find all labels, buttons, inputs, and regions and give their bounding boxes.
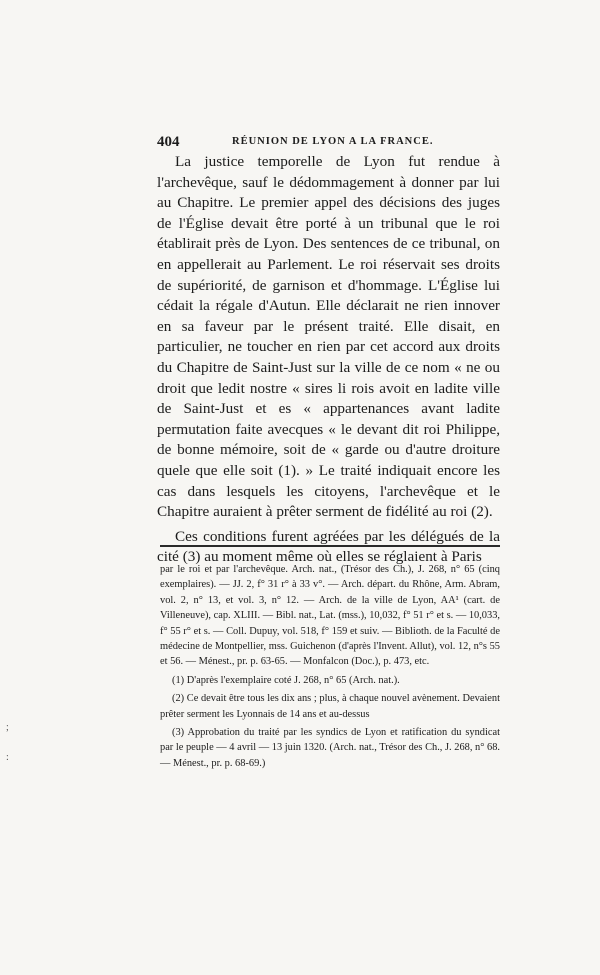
margin-mark: ; (6, 722, 9, 733)
margin-mark: : (6, 752, 9, 763)
footnote-1: (1) D'après l'exemplaire coté J. 268, n° 65 (Arch. nat.). (172, 674, 400, 686)
footnote-continuation: par le roi et par l'archevêque. Arch. nat., (Trésor des Ch.), J. 268, n° 65 (cinq exemplaires). — JJ. 2, f° 31 r° à 33 v°. — Arch. départ. du Rhône, Arm. Abram, vol. 2, n° 13, et vol. 3, n° 12. — Arch. de la ville de Lyon, AA¹ (cart. de Villeneuve), cap. XLIII. — Bibl. nat., Lat. (mss.), 10,032, f° 51 r° et s. — 10,033, f° 55 r° et s. — Coll. Dupuy, vol. 518, f° 159 et suiv. — Biblioth. de la Faculté de médecine de Montpellier, mss. Guichenon (d'après l'Invent. Allut), vol. 12, n°s 55 et 56. — Ménest., pr. p. 63-65. — Monfalcon (Doc.), p. 473, etc. (160, 564, 500, 668)
footnote-2: (2) Ce devait être tous les dix ans ; plus, à chaque nouvel avènement. Devaient prêter serment les Lyonnais de 14 ans et au-dessus (160, 693, 500, 720)
body-paragraph: Ces conditions furent agréées par les délégués de la cité (3) au moment même où elles se réglaient à Paris (157, 527, 500, 566)
footnote-3: (3) Approbation du traité par les syndics de Lyon et ratification du syndicat par le peuple — 4 avril — 13 juin 1320. (Arch. nat., Trésor des Ch., J. 268, n° 68. — Ménest., pr. p. 68-69.) (160, 727, 500, 769)
footnote-separator-rule (160, 545, 500, 547)
page-number: 404 (157, 134, 180, 150)
main-text (157, 152, 500, 568)
footnotes (160, 562, 500, 771)
body-paragraph: La justice temporelle de Lyon fut rendue à l'archevêque, sauf le dédommagement à donner par lui au Chapitre. Le premier appel des décisions des juges de l'Église devait être porté à un tribunal que le roi établirait près de Lyon. Des sentences de ce tribunal, on en appellerait au Parlement. Le roi réservait ses droits de supériorité, de garnison et d'hommage. L'Église lui cédait la régale d'Autun. Elle déclarait ne rien innover en sa faveur par le présent traité. Elle disait, en particulier, ne toucher en rien par cet accord aux droits du Chapitre de Saint-Just sur la ville de ce nom « ne ou droit que ledit nostre « sires li rois avoit en ladite ville de Saint-Just et es « appartenances avant ladite permutation faite avecques « le devant dit roi Philippe, de bonne mémoire, soit de « garde ou d'autre droiture quele que elle soit (1). » Le traité indiquait encore les cas dans lesquels les citoyens, l'archevêque et le Chapitre auraient à prêter serment de fidélité au roi (2). (157, 153, 500, 521)
running-title: RÉUNION DE LYON A LA FRANCE. (232, 136, 434, 147)
